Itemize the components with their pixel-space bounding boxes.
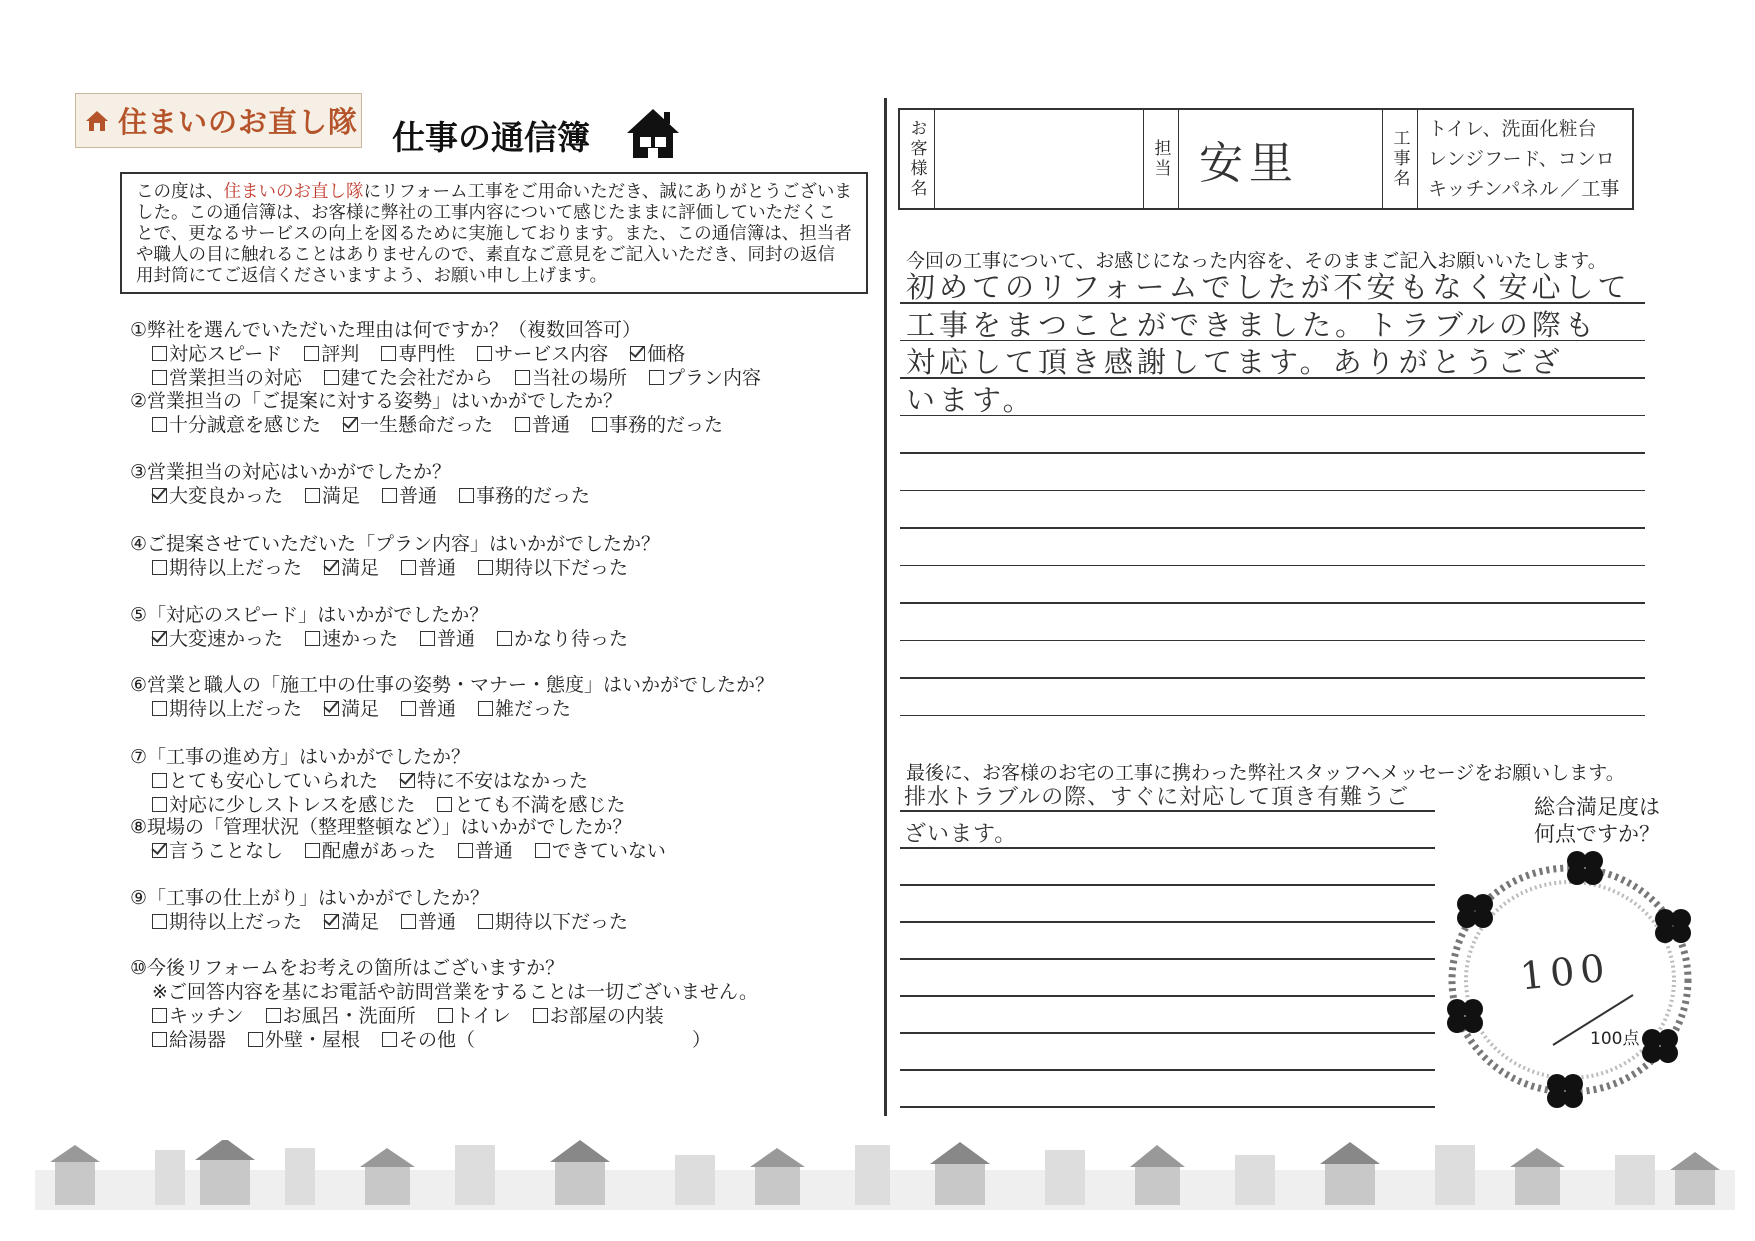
checkbox[interactable]	[248, 1032, 263, 1047]
question-title: ⑨「工事の仕上がり」はいかがでしたか？	[130, 887, 490, 909]
option-item[interactable]	[152, 769, 378, 793]
option-label: 普通	[532, 414, 571, 436]
option-item[interactable]	[152, 413, 321, 437]
option-label: 雑だった	[495, 698, 572, 720]
question-7	[130, 745, 647, 817]
question-title: ①弊社を選んでいただいた理由は何ですか？（複数回答可）	[130, 319, 642, 341]
question-title: ⑧現場の「管理状況（整理整頓など）」はいかがでしたか？	[130, 816, 632, 838]
ruled-line	[900, 1032, 1435, 1034]
message-area[interactable]	[900, 780, 1435, 1120]
question-title: ⑥営業と職人の「施工中の仕事の姿勢・マナー・態度」はいかがでしたか？	[130, 674, 775, 696]
option-item[interactable]	[533, 1004, 664, 1028]
comment-handwriting: 工事をまつことができました。トラブルの際も	[906, 307, 1598, 342]
option-label: 外壁・屋根	[265, 1029, 361, 1051]
question-9	[130, 886, 650, 934]
checkbox[interactable]	[305, 631, 320, 646]
option-item[interactable]	[592, 413, 723, 437]
checkbox[interactable]	[533, 1008, 548, 1023]
option-item[interactable]	[400, 769, 588, 793]
checkbox[interactable]	[305, 488, 320, 503]
checkbox[interactable]	[401, 914, 416, 929]
ruled-line	[900, 958, 1435, 960]
ruled-line	[900, 490, 1645, 492]
option-item[interactable]	[458, 839, 513, 863]
option-item[interactable]	[248, 1028, 360, 1052]
option-label: 事務的だった	[476, 485, 591, 507]
option-item[interactable]	[305, 484, 360, 508]
checkbox[interactable]	[592, 417, 607, 432]
option-row	[130, 769, 647, 793]
checkbox[interactable]	[401, 701, 416, 716]
option-row	[130, 839, 688, 863]
checkbox[interactable]	[152, 797, 167, 812]
option-label: 建てた会社だから	[341, 367, 494, 389]
option-label: 普通	[437, 628, 476, 650]
option-item[interactable]	[401, 697, 456, 721]
checkbox-checked[interactable]	[630, 346, 645, 361]
option-item[interactable]	[478, 556, 628, 580]
checkbox[interactable]	[459, 488, 474, 503]
option-item[interactable]	[437, 793, 625, 817]
checkbox-checked[interactable]	[400, 773, 415, 788]
option-label: とても安心していられた	[169, 770, 379, 792]
info-table	[898, 108, 1634, 210]
option-label: 期待以上だった	[169, 557, 303, 579]
question-3	[130, 460, 612, 508]
checkbox[interactable]	[515, 370, 530, 385]
option-label: 大変良かった	[169, 485, 284, 507]
question-6	[130, 673, 774, 721]
page-title: 仕事の通信簿	[392, 118, 590, 157]
ruled-line	[900, 677, 1645, 679]
checkbox[interactable]	[381, 346, 396, 361]
option-label: 期待以上だった	[169, 698, 303, 720]
question-note: ※ご回答内容を基にお電話や訪問営業をすることは一切ございません。	[152, 981, 759, 1003]
option-label: 普通	[418, 698, 457, 720]
option-item[interactable]	[477, 342, 608, 366]
option-label: 営業担当の対応	[169, 367, 303, 389]
option-label: 特に不安はなかった	[417, 770, 589, 792]
option-label: 満足	[341, 557, 380, 579]
ruled-line	[900, 921, 1435, 923]
question-title: ②営業担当の「ご提案に対する姿勢」はいかがでしたか？	[130, 390, 623, 412]
checkbox[interactable]	[437, 797, 452, 812]
option-label: 満足	[341, 698, 380, 720]
option-item[interactable]	[152, 910, 302, 934]
checkbox[interactable]	[382, 488, 397, 503]
option-item[interactable]	[497, 627, 628, 651]
brand-name: 住まいのお直し隊	[118, 105, 359, 139]
checkbox[interactable]	[478, 701, 493, 716]
checkbox[interactable]	[305, 843, 320, 858]
staff-value: 安里	[1199, 138, 1299, 189]
option-label: かなり待った	[514, 628, 629, 650]
message-handwriting: 排水トラブルの際、すぐに対応して頂き有難うご	[904, 785, 1410, 810]
intro-text: この度は、	[136, 182, 224, 202]
option-label: 言うことなし	[169, 840, 284, 862]
option-item[interactable]	[266, 1004, 416, 1028]
brand-logo	[75, 93, 362, 148]
checkbox[interactable]	[478, 560, 493, 575]
option-item[interactable]	[343, 413, 493, 437]
option-item[interactable]	[515, 413, 570, 437]
question-title: ④ご提案させていただいた「プラン内容」はいかがでしたか？	[130, 533, 661, 555]
option-item[interactable]	[324, 910, 379, 934]
checkbox-checked[interactable]	[152, 631, 167, 646]
option-item[interactable]	[304, 342, 359, 366]
option-label: 配慮があった	[322, 840, 436, 862]
checkbox[interactable]	[497, 631, 512, 646]
option-label: 大変速かった	[169, 628, 284, 650]
checkbox-checked[interactable]	[152, 488, 167, 503]
option-item[interactable]	[152, 1028, 226, 1052]
checkbox[interactable]	[649, 370, 664, 385]
option-item[interactable]	[381, 342, 455, 366]
option-row	[130, 366, 783, 390]
customer-label: お客様名	[900, 110, 935, 208]
checkbox-checked[interactable]	[324, 701, 339, 716]
option-item[interactable]	[324, 556, 379, 580]
option-row	[130, 556, 660, 580]
option-row	[130, 910, 650, 934]
question-title: ⑤「対応のスピード」はいかがでしたか？	[130, 604, 489, 626]
option-row	[130, 627, 650, 651]
option-label: 対応スピード	[169, 343, 283, 365]
comment-handwriting: 初めてのリフォームでしたが不安もなく安心して	[906, 270, 1631, 304]
option-item[interactable]	[382, 484, 437, 508]
option-label: 満足	[341, 911, 380, 933]
question-4	[130, 532, 660, 580]
option-item[interactable]	[324, 366, 493, 390]
checkbox[interactable]	[152, 1032, 167, 1047]
option-label: 事務的だった	[609, 414, 724, 436]
checkbox[interactable]	[152, 701, 167, 716]
checkbox[interactable]	[438, 1008, 453, 1023]
work-line: キッチンパネル	[1428, 178, 1559, 200]
option-label: 速かった	[322, 628, 399, 650]
checkbox[interactable]	[324, 370, 339, 385]
checkbox[interactable]	[515, 417, 530, 432]
work-field: トイレ、洗面化粧台 レンジフード、コンロ キッチンパネル ／ 工事	[1418, 110, 1632, 208]
comment-handwriting: 対応して頂き感謝してます。ありがとうござ	[906, 345, 1564, 379]
option-item[interactable]	[152, 366, 302, 390]
checkbox[interactable]	[420, 631, 435, 646]
option-label: 普通	[474, 840, 513, 862]
checkbox[interactable]	[152, 560, 167, 575]
option-label: 満足	[322, 485, 361, 507]
checkbox-checked[interactable]	[152, 843, 167, 858]
checkbox[interactable]	[152, 417, 167, 432]
ruled-line	[900, 715, 1645, 717]
divider	[884, 98, 887, 1116]
option-item[interactable]	[535, 839, 666, 863]
house-icon	[624, 106, 682, 160]
ruled-line	[900, 640, 1645, 642]
option-item[interactable]	[152, 1004, 244, 1028]
option-label: サービス内容	[494, 343, 609, 365]
work-label: 工事名	[1383, 110, 1418, 208]
checkbox-checked[interactable]	[343, 417, 358, 432]
option-label: 期待以下だった	[495, 911, 629, 933]
question-title: ⑩今後リフォームをお考えの箇所はございますか？	[130, 957, 565, 979]
option-label: 対応に少しストレスを感じた	[169, 794, 416, 816]
checkbox[interactable]	[535, 843, 550, 858]
checkbox-checked[interactable]	[324, 914, 339, 929]
option-item[interactable]	[382, 1028, 475, 1052]
option-label: 給湯器	[169, 1029, 227, 1051]
question-8	[130, 815, 688, 863]
option-row	[130, 413, 745, 437]
checkbox-checked[interactable]	[324, 560, 339, 575]
checkbox[interactable]	[152, 346, 167, 361]
score-value: 100	[1517, 945, 1613, 999]
option-row	[130, 1028, 758, 1052]
option-label: その他（	[399, 1029, 476, 1051]
option-label: トイレ	[454, 1005, 511, 1027]
option-label: 専門性	[398, 343, 456, 365]
question-5	[130, 603, 650, 651]
work-line: トイレ、洗面化粧台	[1428, 118, 1597, 140]
option-item[interactable]	[152, 627, 283, 651]
option-label: 普通	[418, 557, 457, 579]
ruled-line	[900, 452, 1645, 454]
option-item[interactable]	[459, 484, 590, 508]
intro-text: にリフォーム工事をご用命いただき、誠にありがとうございました。この通信簿は、お客様に弊社の工事内容について感じたままに評価していただくことで、更なるサービスの向上を図るために実施しております。また、この通信簿は、担当者や職人の目に触れることはありませんので、素直なご意見をご記入いただき、同封の返信用封筒にてご返信くださいますよう、お願い申し上げます。	[136, 182, 852, 286]
option-item[interactable]	[420, 627, 475, 651]
option-item[interactable]	[324, 697, 379, 721]
option-label: とても不満を感じた	[454, 794, 626, 816]
option-label: 普通	[418, 911, 457, 933]
customer-field[interactable]	[935, 110, 1144, 208]
option-label: 普通	[399, 485, 438, 507]
option-row	[130, 484, 612, 508]
checkbox[interactable]	[477, 346, 492, 361]
option-label: 期待以下だった	[495, 557, 629, 579]
score-question-text: 総合満足度は何点ですか？	[1534, 795, 1660, 846]
work-line: レンジフード、コンロ	[1428, 148, 1615, 170]
option-label: キッチン	[169, 1005, 244, 1027]
checkbox[interactable]	[266, 1008, 281, 1023]
question-1	[130, 318, 783, 390]
checkbox[interactable]	[382, 1032, 397, 1047]
option-item[interactable]	[152, 484, 283, 508]
checkbox[interactable]	[152, 370, 167, 385]
checkbox[interactable]	[478, 914, 493, 929]
option-label: お風呂・洗面所	[282, 1005, 416, 1027]
option-label: 価格	[647, 343, 686, 365]
option-item[interactable]	[438, 1004, 511, 1028]
option-item[interactable]	[649, 366, 761, 390]
option-label: 評判	[321, 343, 360, 365]
city-skyline-decoration	[35, 1140, 1735, 1210]
question-title: ③営業担当の対応はいかがでしたか？	[130, 461, 452, 483]
message-handwriting: ざいます。	[904, 822, 1018, 847]
question-title: ⑦「工事の進め方」はいかがでしたか？	[130, 746, 471, 768]
comment-handwriting: います。	[906, 382, 1036, 417]
checkbox[interactable]	[304, 346, 319, 361]
checkbox[interactable]	[152, 773, 167, 788]
option-item[interactable]	[478, 910, 628, 934]
message-prompt: 最後に、お客様のお宅の工事に携わった弊社スタッフへメッセージをお願いします。	[906, 762, 1625, 784]
option-item[interactable]	[152, 697, 302, 721]
option-label: できていない	[551, 840, 666, 862]
question-2	[130, 389, 745, 437]
score-question	[1497, 794, 1697, 848]
option-item[interactable]	[401, 556, 456, 580]
ruled-line	[900, 1106, 1435, 1108]
score-max: 100点	[1590, 1029, 1640, 1049]
option-item[interactable]	[152, 839, 283, 863]
house-icon	[84, 109, 110, 133]
question-10	[130, 956, 758, 1052]
option-item[interactable]	[152, 342, 282, 366]
option-item[interactable]	[515, 366, 627, 390]
checkbox[interactable]	[401, 560, 416, 575]
option-label: 一生懸命だった	[360, 414, 494, 436]
ruled-line	[900, 602, 1645, 604]
option-item[interactable]	[305, 627, 398, 651]
intro-brand-ref: 住まいのお直し隊	[223, 182, 364, 202]
option-row	[130, 697, 774, 721]
option-row	[130, 342, 783, 366]
ruled-line	[900, 565, 1645, 567]
option-item[interactable]	[305, 839, 436, 863]
staff-label: 担当	[1144, 110, 1179, 208]
work-suffix: 工事	[1581, 178, 1620, 200]
checkbox[interactable]	[152, 1008, 167, 1023]
option-item[interactable]	[630, 342, 685, 366]
intro-box	[120, 172, 868, 294]
ruled-line	[900, 1069, 1435, 1071]
ruled-line	[900, 884, 1435, 886]
option-item[interactable]	[152, 793, 415, 817]
option-item[interactable]	[401, 910, 456, 934]
option-label: 十分誠意を感じた	[169, 414, 322, 436]
close-paren: ）	[692, 1029, 712, 1051]
option-label: プラン内容	[666, 367, 762, 389]
option-label: 期待以上だった	[169, 911, 303, 933]
checkbox[interactable]	[152, 914, 167, 929]
option-label: お部屋の内装	[549, 1005, 664, 1027]
option-row	[130, 793, 647, 817]
option-item[interactable]	[478, 697, 571, 721]
option-label: 当社の場所	[532, 367, 628, 389]
ruled-line	[900, 995, 1435, 997]
comment-prompt: 今回の工事について、お感じになった内容を、そのままご記入お願いいたします。	[906, 250, 1607, 272]
checkbox[interactable]	[458, 843, 473, 858]
option-item[interactable]	[152, 556, 302, 580]
ruled-line	[900, 527, 1645, 529]
option-row	[130, 1004, 758, 1028]
comment-area[interactable]	[900, 262, 1645, 712]
